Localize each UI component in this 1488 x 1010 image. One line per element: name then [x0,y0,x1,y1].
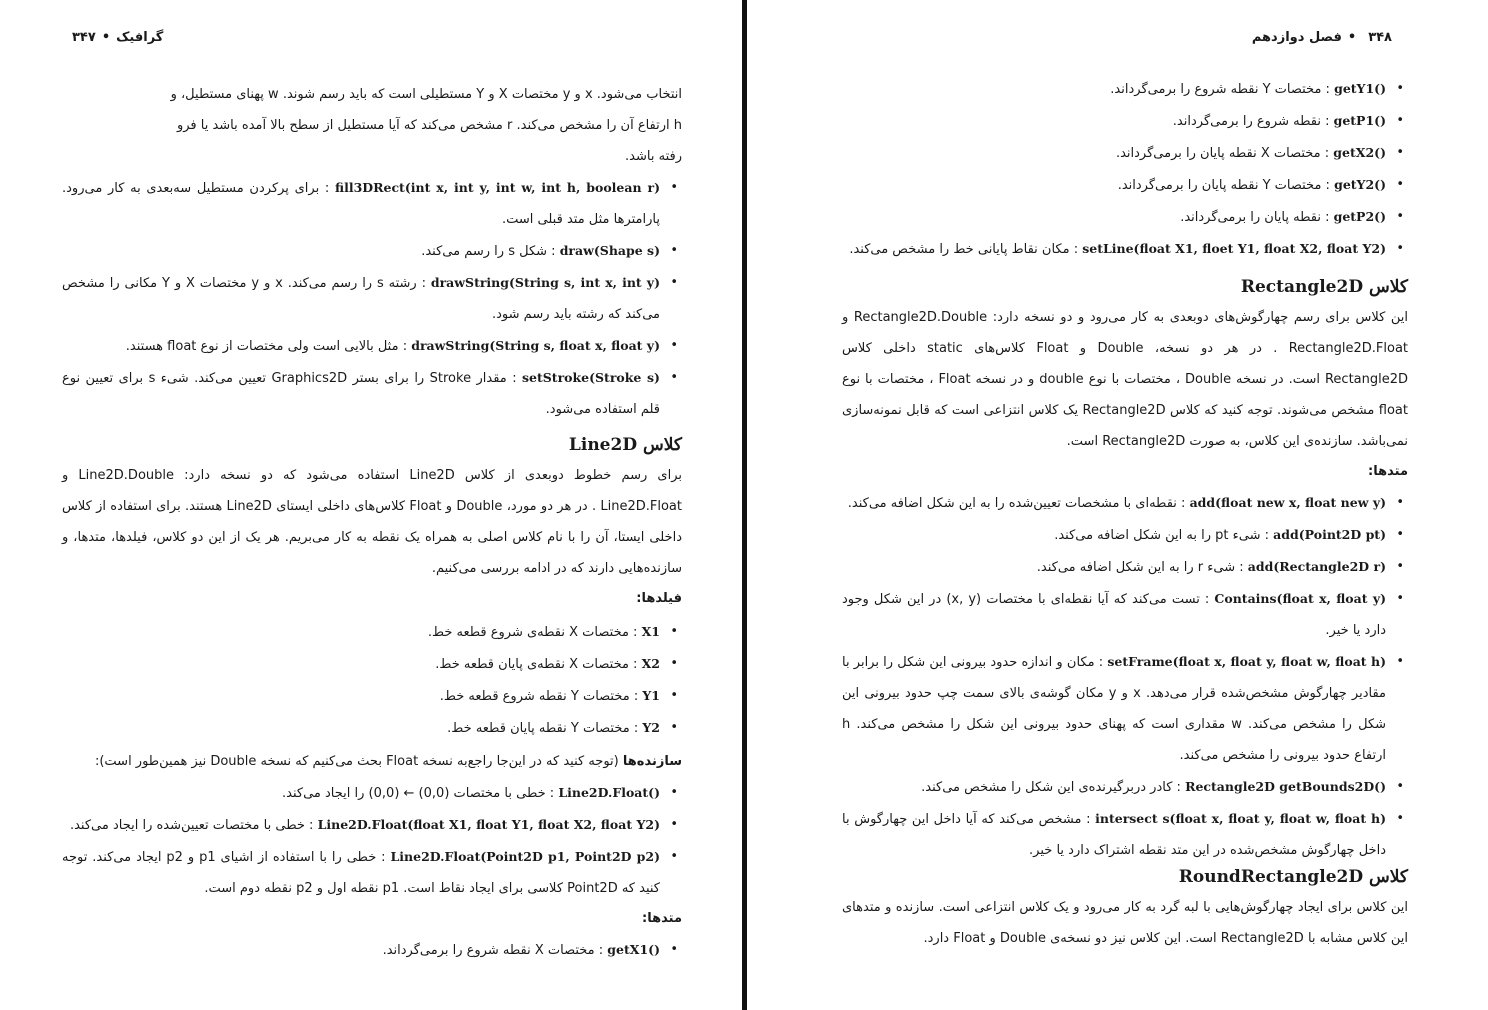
methods-label: متدها: [642,911,682,926]
list-item [842,646,1386,771]
field-description: : مختصات X نقطه‌ی پایان قطعه خط. [435,657,638,672]
method-description: : نقطه شروع را برمی‌گرداند. [1172,114,1330,129]
fields-label: فیلدها: [636,591,682,606]
constructors-note: (توجه کنید که در این‌جا راجع‌به نسخه Float بحث می‌کنیم که نسخه Double نیز همین‌طور است): [94,754,619,769]
page-number: ۳۴۸ [1368,30,1392,45]
method-description: : مکان و اندازه حدود بیرونی این شکل را برابر با مقادیر چهارگوش مشخص‌شده قرار می‌دهد. x و y مکان گوشه‌ی بالای سمت چپ حدود بیرونی این شکل را مشخص می‌کند. w مقداری است که پهنای حدود بیرونی این شکل را مشخص می‌کند. h ارتفاع حدود بیرونی را مشخص می‌کند. [842,655,1387,763]
constructor-description: : خطی با مختصات (0,0) ← (0,0) را ایجاد می‌کند. [282,786,555,801]
roundrectangle2d-section [842,862,1408,954]
list-item [62,712,660,744]
right-page-header: ۳۴۸•فصل دوازدهم [1251,30,1392,45]
method-description: : مقدار Stroke را برای بستر Graphics2D تعیین می‌کند. شیء s برای تعیین نوع قلم استفاده می‌شود. [62,371,660,417]
method-signature: setFrame(float x, float y, float w, float h) [1107,654,1386,669]
rectangle2d-section [842,272,1408,866]
list-item [62,841,660,904]
list-item [842,771,1386,803]
chapter-title: فصل دوازدهم [1251,30,1342,45]
method-description: : شیء pt را به این شکل اضافه می‌کند. [1054,528,1270,543]
method-description: : نقطه پایان را برمی‌گرداند. [1180,210,1330,225]
method-signature: getY1() [1334,81,1386,96]
method-description: : مشخص می‌کند که آیا داخل این چهارگوش با داخل چهارگوش مشخص‌شده در این متد نقطه اشتراک دارد یا خیر. [842,812,1386,858]
field-description: : مختصات Y نقطه شروع قطعه خط. [439,689,639,704]
method-signature: drawString(String s, float x, float y) [411,338,660,353]
constructor-signature: Line2D.Float() [558,785,660,800]
list-item [842,137,1386,169]
list-item [62,934,660,966]
field-name: X1 [641,624,660,639]
method-signature: getP1() [1333,113,1386,128]
method-description: : کادر دربرگیرنده‌ی این شکل را مشخص می‌کند. [921,780,1181,795]
method-description: : نقطه‌ای با مشخصات تعیین‌شده را به این شکل اضافه می‌کند. [847,496,1186,511]
method-description: : مختصات Y نقطه شروع را برمی‌گرداند. [1110,82,1330,97]
text-line: رفته باشد. [625,149,682,164]
method-signature: setLine(float X1, floet Y1, float X2, float Y2) [1082,241,1386,256]
list-item [842,803,1386,866]
method-description: : تست می‌کند که آیا نقطه‌ای با مختصات (x, y) در این شکل وجود دارد یا خیر. [842,592,1386,638]
list-item [842,519,1386,551]
list-item [62,777,660,809]
method-signature: getY2() [1334,177,1386,192]
field-description: : مختصات Y نقطه پایان قطعه خط. [447,721,639,736]
section-body: برای رسم خطوط دوبعدی از کلاس Line2D استفاده می‌شود که دو نسخه دارد: Line2D.Double و Line2D.Float . در هر دو مورد، Double و Float کلاس‌های داخلی ایستای Line2D هستند. برای استفاده از کلاس داخلی ایستا، آن را با نام کلاس اصلی به همراه یک نقطه به کار می‌بریم. هر یک از این دو کلاس، فیلدها، متدها، و سازنده‌هایی دارند که در ادامه بررسی می‌کنیم. [62,468,683,576]
right-page [750,0,1488,1010]
constructor-signature: Line2D.Float(Point2D p1, Point2D p2) [390,849,660,864]
list-item [62,809,660,841]
text-line: انتخاب می‌شود. x و y مختصات X و Y مستطیلی است که باید رسم شوند. w پهنای مستطیل، و [170,87,682,102]
constructor-description: : خطی را با استفاده از اشیای p1 و p2 ایجاد می‌کند. توجه کنید که Point2D کلاسی برای ایجاد نقاط است. p1 نقطه اول و p2 نقطه دوم است. [62,850,660,896]
list-item [842,551,1386,583]
list-item [842,105,1386,137]
method-signature: fill3DRect(int x, int y, int w, int h, boolean r) [334,180,660,195]
method-description: : رشته s را رسم می‌کند. x و y مختصات X و Y مکانی را مشخص می‌کند که رشته باید رسم شود. [62,276,660,322]
section-heading: کلاس Rectangle2D [1240,277,1408,297]
method-signature: intersect s(float x, float y, float w, float h) [1095,811,1386,826]
method-description: : برای پرکردن مستطیل سه‌بعدی به کار می‌رود. پارامترها مثل متد قبلی است. [62,181,660,227]
section-heading: کلاس RoundRectangle2D [1178,867,1408,887]
list-item [62,172,660,235]
list-item [842,487,1386,519]
list-item [842,201,1386,233]
list-item [62,267,660,330]
section-body: این کلاس برای ایجاد چهارگوش‌هایی با لبه گرد به کار می‌رود و یک کلاس انتزاعی است. سازنده و متدهای این کلاس مشابه با Rectangle2D است. این کلاس نیز دو نسخه‌ی Double و Float دارد. [842,900,1408,946]
section-heading: کلاس Line2D [568,435,682,455]
section-body: این کلاس برای رسم چهارگوش‌های دوبعدی به کار می‌رود و دو نسخه دارد: Rectangle2D.Double و Rectangle2D.Float . در هر دو نسخه، Double و Float کلاس‌های static داخلی کلاس Rectangle2D است. در نسخه Double ، مختصات با نوع double و در نسخه Float ، مختصات با نوع float مشخص می‌شوند. توجه کنید که کلاس Rectangle2D یک کلاس انتزاعی است که قابل نمونه‌سازی نمی‌باشد. سازنده‌ی این کلاس، به صورت Rectangle2D است. [842,310,1409,449]
methods-list-top [842,73,1408,265]
method-signature: draw(Shape s) [559,243,660,258]
method-signature: add(float new x, float new y) [1189,495,1386,510]
method-description: : مختصات X نقطه شروع را برمی‌گرداند. [382,943,604,958]
intro-paragraph [62,79,682,172]
constructor-signature: Line2D.Float(float X1, float Y1, float X2, float Y2) [317,817,660,832]
method-signature: setStroke(Stroke s) [522,370,660,385]
method-description: : مثل بالایی است ولی مختصات از نوع float هستند. [125,339,408,354]
field-name: Y1 [642,688,660,703]
method-signature: Contains(float x, float y) [1214,591,1386,606]
field-name: Y2 [642,720,660,735]
method-signature: getP2() [1333,209,1386,224]
methods-list-top [62,172,682,425]
field-name: X2 [641,656,660,671]
chapter-title: گرافیک [116,30,164,45]
list-item [62,330,660,362]
method-signature: add(Point2D pt) [1273,527,1386,542]
method-description: : مختصات Y نقطه پایان را برمی‌گرداند. [1117,178,1330,193]
methods-label: متدها: [1368,464,1408,479]
method-signature: getX2() [1333,145,1386,160]
method-description: : مکان نقاط پایانی خط را مشخص می‌کند. [849,242,1079,257]
list-item [842,73,1386,105]
list-item [62,680,660,712]
method-signature: Rectangle2D getBounds2D() [1185,779,1386,794]
list-item [842,233,1386,265]
constructor-description: : خطی با مختصات تعیین‌شده را ایجاد می‌کند. [69,818,314,833]
list-item [842,583,1386,646]
left-page [0,0,742,1010]
left-page-header: گرافیک•۳۴۷ [72,30,164,45]
method-signature: drawString(String s, int x, int y) [430,275,660,290]
list-item [62,235,660,267]
method-description: : مختصات X نقطه پایان را برمی‌گرداند. [1115,146,1330,161]
method-description: : شیء r را به این شکل اضافه می‌کند. [1036,560,1244,575]
method-signature: getX1() [607,942,660,957]
list-item [62,362,660,425]
page-number: ۳۴۷ [72,30,96,45]
book-spine [742,0,747,1010]
method-description: : شکل s را رسم می‌کند. [421,244,556,259]
list-item [842,169,1386,201]
text-line: h ارتفاع آن را مشخص می‌کند. r مشخص می‌کند که آیا مستطیل از سطح بالا آمده باشد یا فرو [176,118,682,133]
constructors-label: سازنده‌ها [622,754,682,769]
field-description: : مختصات X نقطه‌ی شروع قطعه خط. [427,625,638,640]
list-item [62,648,660,680]
method-signature: add(Rectangle2D r) [1247,559,1386,574]
line2d-section [62,430,682,966]
list-item [62,616,660,648]
